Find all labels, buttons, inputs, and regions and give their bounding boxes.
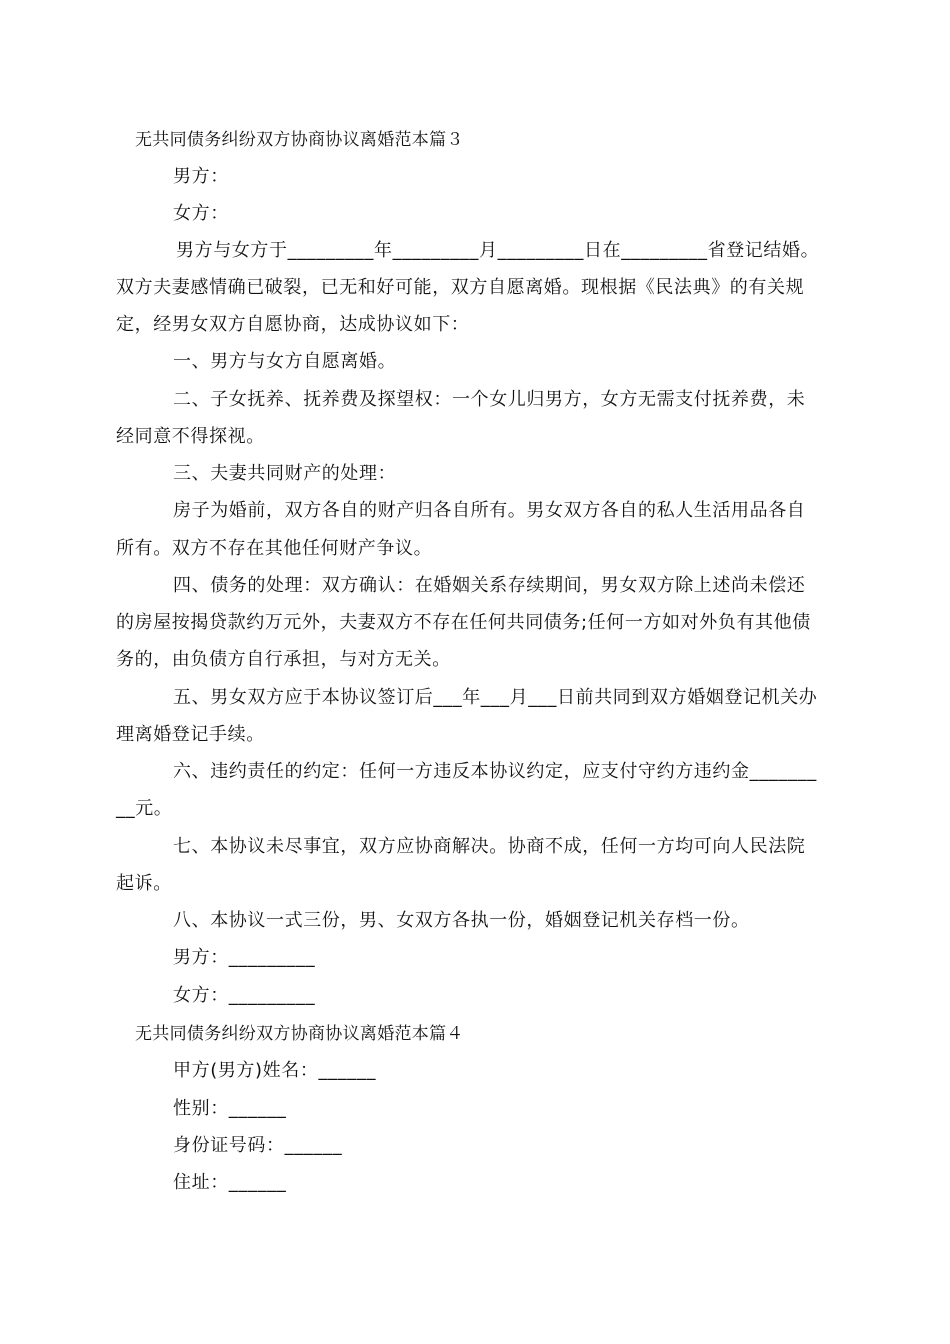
clause-3-line-1: 房子为婚前，双方各自的财产归各自所有。男女双方各自的私人生活用品各自 bbox=[173, 500, 806, 521]
party-a-name-field: 甲方(男方)姓名：______ bbox=[173, 1060, 377, 1081]
clause-7-line-2: 起诉。 bbox=[116, 873, 172, 894]
clause-1: 一、男方与女方自愿离婚。 bbox=[173, 351, 397, 372]
section-4-title: 无共同债务纠纷双方协商协议离婚范本篇４ bbox=[135, 1024, 464, 1044]
clause-4-line-2: 的房屋按揭贷款约万元外，夫妻双方不存在任何共同债务;任何一方如对外负有其他债 bbox=[116, 612, 811, 633]
male-signature-line: 男方：_________ bbox=[173, 947, 316, 968]
address-field: 住址：______ bbox=[173, 1172, 287, 1193]
clause-3-heading: 三、夫妻共同财产的处理： bbox=[173, 463, 397, 484]
id-number-field: 身份证号码：______ bbox=[173, 1135, 343, 1156]
intro-line-3: 定，经男女双方自愿协商，达成协议如下： bbox=[116, 314, 470, 335]
clause-5-line-2: 理离婚登记手续。 bbox=[116, 724, 265, 745]
intro-line-1: 男方与女方于_________年_________月_________日在_________省登记结婚。 bbox=[176, 240, 820, 261]
clause-2-line-1: 二、子女抚养、抚养费及探望权：一个女儿归男方，女方无需支付抚养费，未 bbox=[173, 389, 806, 410]
intro-line-2: 双方夫妻感情确已破裂，已无和好可能，双方自愿离婚。现根据《民法典》的有关规 bbox=[116, 277, 805, 298]
male-party-label: 男方： bbox=[173, 166, 229, 187]
gender-field: 性别：______ bbox=[173, 1098, 287, 1119]
clause-7-line-1: 七、本协议未尽事宜，双方应协商解决。协商不成，任何一方均可向人民法院 bbox=[173, 836, 806, 857]
clause-8: 八、本协议一式三份，男、女双方各执一份，婚姻登记机关存档一份。 bbox=[173, 910, 750, 931]
clause-4-line-3: 务的，由负债方自行承担，与对方无关。 bbox=[116, 649, 451, 670]
clause-6-line-1: 六、违约责任的约定：任何一方违反本协议约定，应支付守约方违约金_______ bbox=[173, 761, 817, 782]
clause-3-line-2: 所有。双方不存在其他任何财产争议。 bbox=[116, 538, 433, 559]
clause-6-line-2: __元。 bbox=[116, 798, 173, 819]
female-party-label: 女方： bbox=[173, 203, 229, 224]
clause-4-line-1: 四、债务的处理：双方确认：在婚姻关系存续期间，男女双方除上述尚未偿还 bbox=[173, 575, 806, 596]
clause-5-line-1: 五、男女双方应于本协议签订后___年___月___日前共同到双方婚姻登记机关办 bbox=[173, 687, 818, 708]
female-signature-line: 女方：_________ bbox=[173, 985, 316, 1006]
clause-2-line-2: 经同意不得探视。 bbox=[116, 426, 265, 447]
section-3-title: 无共同债务纠纷双方协商协议离婚范本篇３ bbox=[135, 130, 464, 150]
